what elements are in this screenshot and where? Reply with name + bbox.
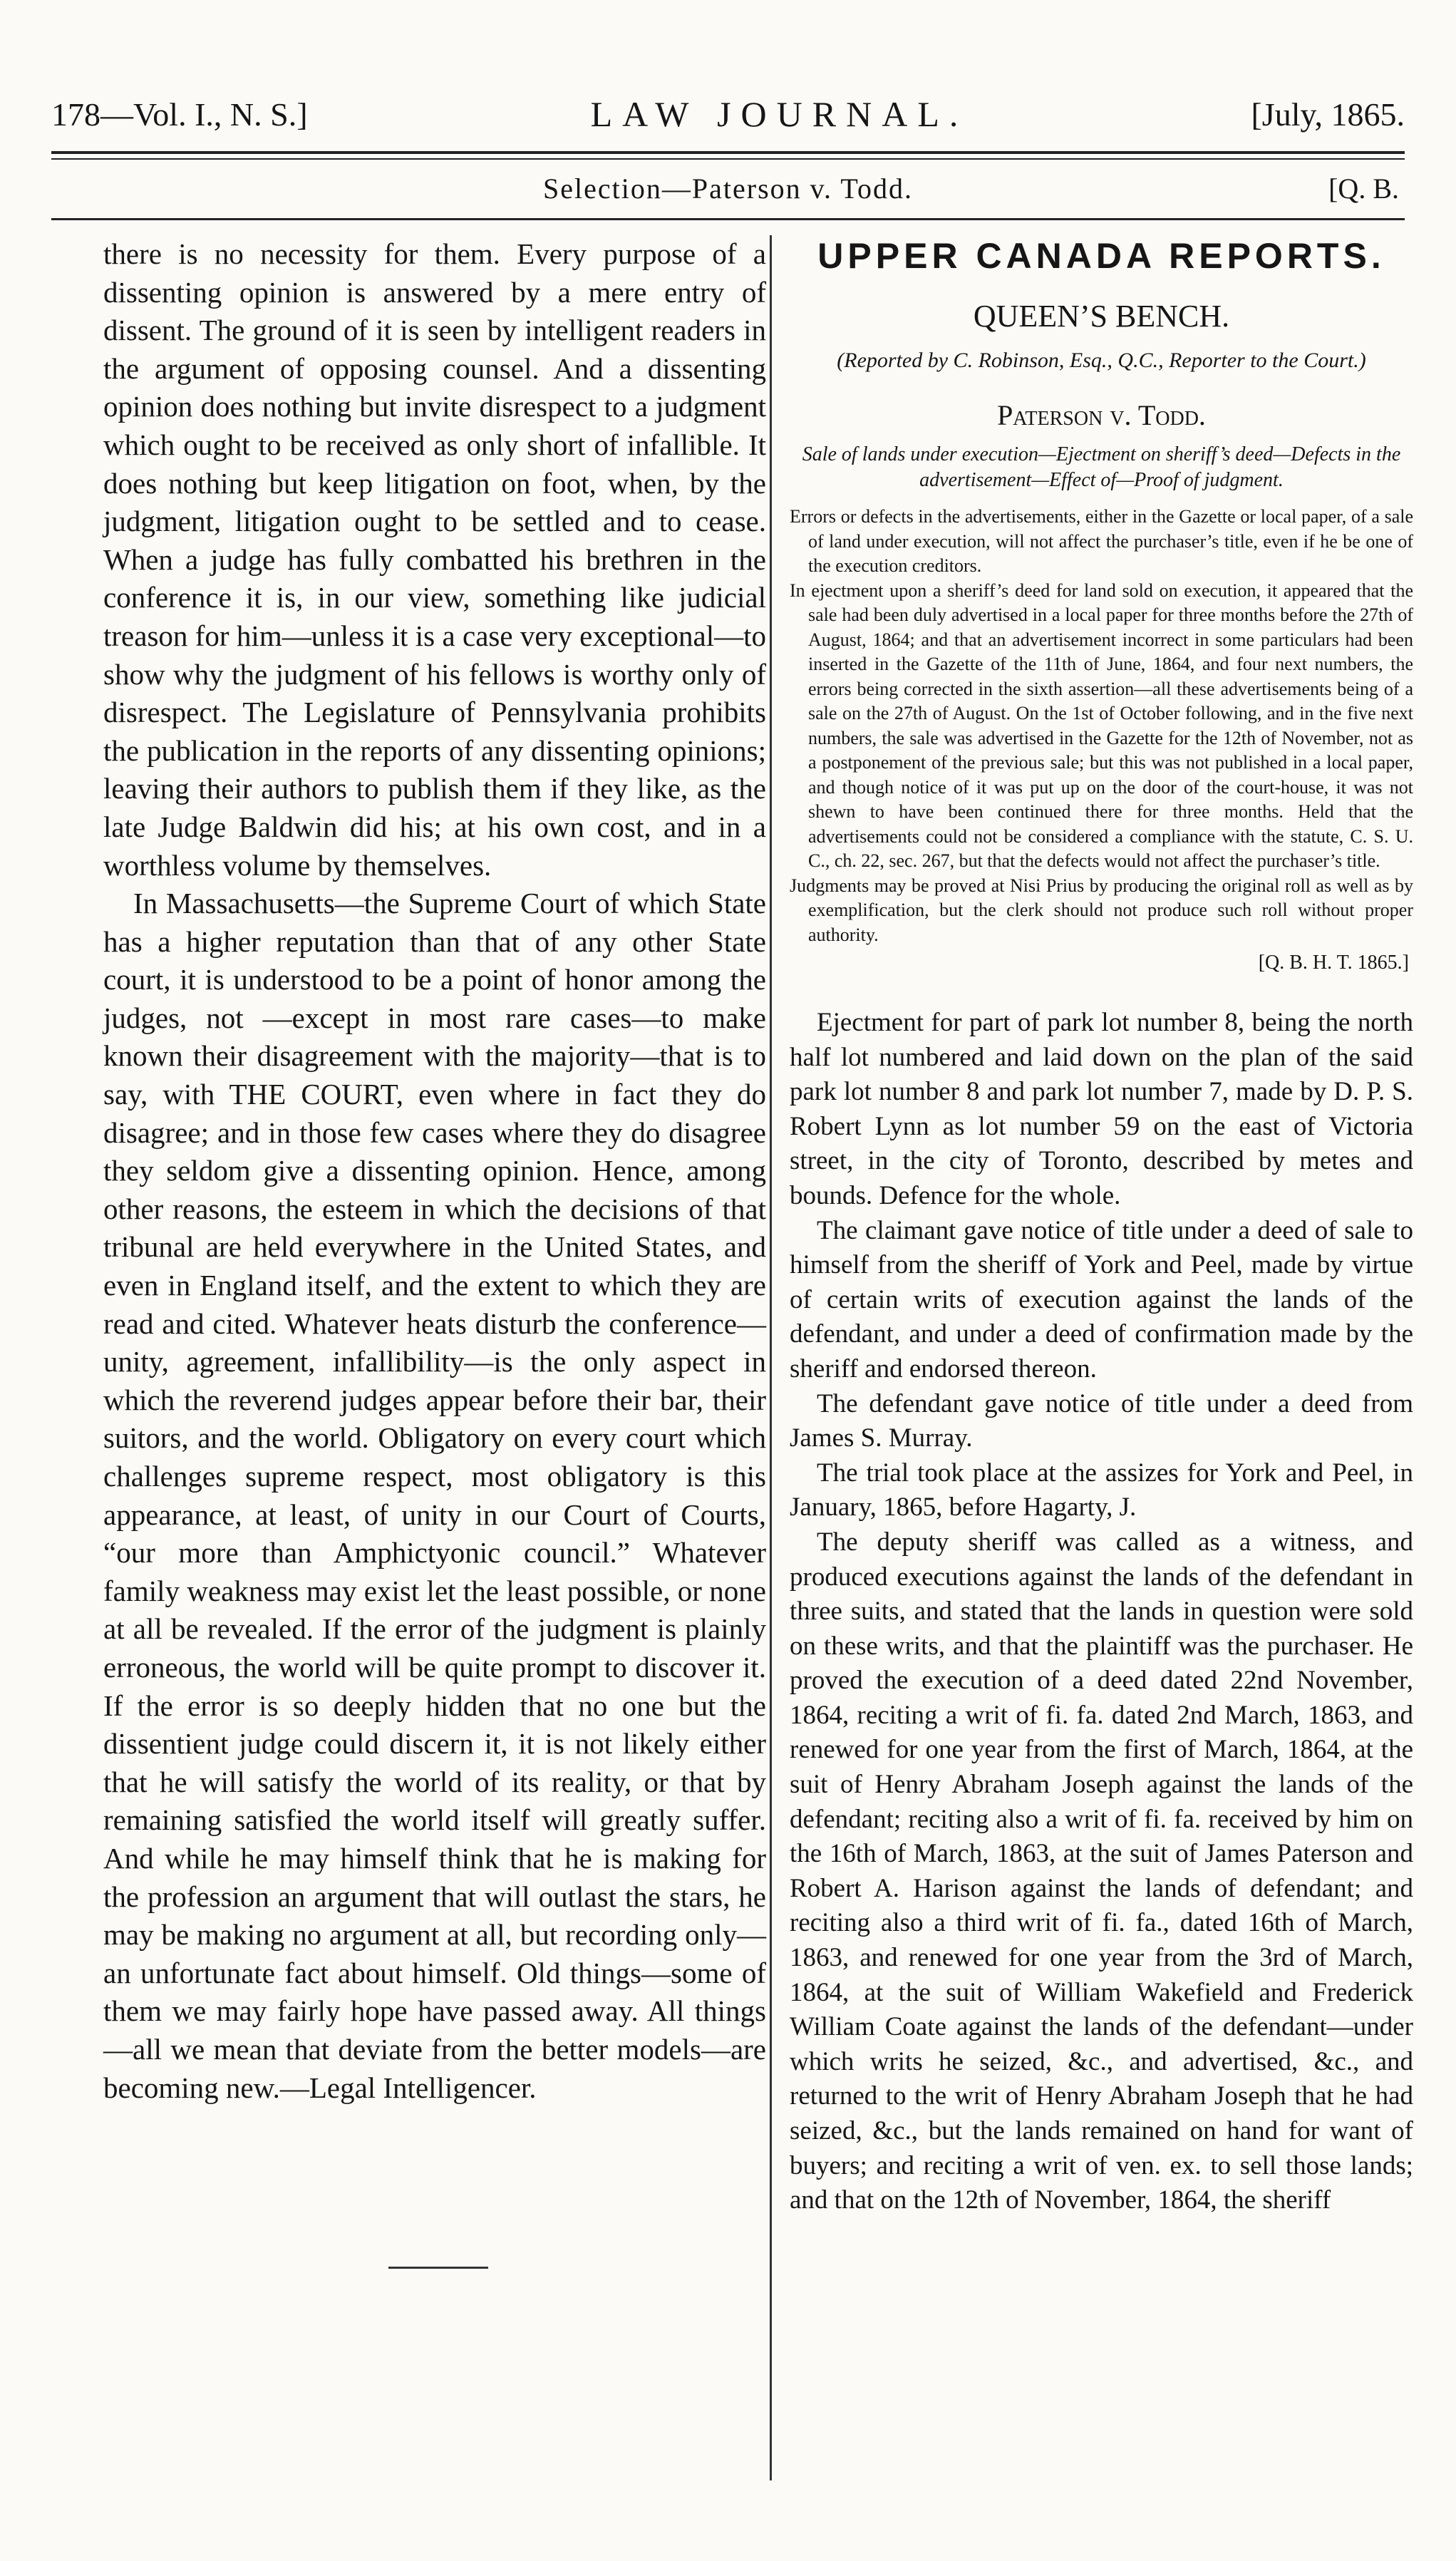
section-title: Selection—Paterson v. Todd.: [543, 172, 913, 205]
subhead-rule: [51, 218, 1405, 220]
court-name: QUEEN’S BENCH.: [973, 299, 1230, 334]
section-subhead: [51, 165, 1405, 211]
court-abbrev: [Q. B.: [1328, 172, 1399, 205]
case-title: Paterson v. Todd.: [997, 399, 1206, 431]
reports-heading: UPPER CANADA REPORTS.: [817, 236, 1385, 276]
running-head: [51, 86, 1405, 143]
case-body: [790, 1006, 1413, 2218]
article-end-rule: [388, 2267, 488, 2269]
page-volume: 178—Vol. I., N. S.]: [51, 96, 308, 133]
issue-date: [July, 1865.: [1251, 96, 1405, 133]
case-paragraph: The defendant gave notice of title under a deed from James S. Murray.: [790, 1388, 1413, 1453]
right-column: [790, 235, 1413, 2218]
case-paragraph: The trial took place at the assizes for York and Peel, in January, 1865, before Hagarty, J.: [790, 1458, 1413, 1522]
headnote-held: [790, 505, 1413, 947]
header-rule-thin: [51, 158, 1405, 160]
header-rule: [51, 151, 1405, 154]
reporter-line: (Reported by C. Robinson, Esq., Q.C., Reporter to the Court.): [837, 349, 1366, 372]
journal-title: LAW JOURNAL.: [590, 94, 969, 134]
case-paragraph: Ejectment for part of park lot number 8, being the north half lot numbered and laid down on the plan of the said park lot number 8 and park lot number 7, made by D. P. S. Robert Lynn as lot number 59 on the east of Victoria street, in the city of Toronto, described by metes and bounds. Defence for the whole.: [790, 1008, 1413, 1210]
held-item: Judgments may be proved at Nisi Prius by producing the original roll as well as by exemplification, but the clerk should not produce such roll without proper authority.: [790, 875, 1413, 945]
case-paragraph: The claimant gave notice of title under a deed of sale to himself from the sheriff of York and Peel, made by virtue of certain writs of execution against the lands of the defendant, and under a deed of confirmation made by the sheriff and endorsed thereon.: [790, 1215, 1413, 1383]
left-column: [103, 235, 766, 2107]
case-paragraph: The deputy sheriff was called as a witness, and produced executions against the lands of the defendant in three suits, and stated that the lands in question were sold on these writs, and that the plaintiff was the purchaser. He proved the execution of a deed dated 22nd November, 1864, reciting a writ of fi. fa. dated 2nd March, 1863, and renewed for one year from the first of March, 1864, at the suit of Henry Abraham Joseph against the lands of the defendant; reciting also a writ of fi. fa. received by him on the 16th of March, 1863, at the suit of James Paterson and Robert A. Harison against the lands of defendant; and reciting also a third writ of fi. fa., dated 16th of March, 1863, and renewed for one year from the 3rd of March, 1864, at the suit of William Wakefield and Frederick William Coate against the lands of the defendant—under which writs he seized, &c., and advertised, &c., and returned to the writ of Henry Abraham Joseph that he had seized, &c., but the lands remained on hand for want of buyers; and reciting a writ of ven. ex. to sell those lands; and that on the 12th of November, 1864, the sheriff: [790, 1527, 1413, 2215]
held-item: Errors or defects in the advertisements, either in the Gazette or local paper, of a sale of land under execution, will not affect the purchaser’s title, even if he be one of the execution creditors.: [790, 506, 1413, 576]
held-item: In ejectment upon a sheriff’s deed for land sold on execution, it appeared that the sale had been duly advertised in a local paper for three months before the 27th of August, 1864; and that an advertisement incorrect in some particulars had been inserted in the Gazette of the 11th of June, 1864, and four next numbers, the errors being corrected in the sixth assertion—all these advertisements being of a sale on the 27th of August. On the 1st of October following, and in the five next numbers, the sale was advertised in the Gazette for the 12th of November, not as a postponement of the previous sale; but this was not published in a local paper, and though notice of it was put up on the door of the court-house, it was not shewn to have been continued there for three months. Held that the advertisements could not be considered a compliance with the statute, C. S. U. C., ch. 22, sec. 267, but that the defects would not affect the purchaser’s title.: [790, 579, 1413, 871]
term-citation: [Q. B. H. T. 1865.]: [1258, 952, 1409, 974]
column-divider: [770, 235, 772, 2480]
headnote-caption: Sale of lands under execution—Ejectment on sheriff’s deed—Defects in the advertisement—Effect of—Proof of judgment.: [802, 443, 1401, 491]
article-paragraph: In Massachusetts—the Supreme Court of which State has a higher reputation than that of any other State court, it is understood to be a point of honor among the judges, not —except in most rare cases—to make known their disagreement with the majority—that is to say, with THE COURT, even where in fact they do disagree; and in those few cases where they do disagree they seldom give a dissenting opinion. Hence, among other reasons, the esteem in which the decisions of that tribunal are held everywhere in the United States, and even in England itself, and the extent to which they are read and cited. Whatever heats disturb the conference—unity, agreement, infallibility—is the only aspect in which the reverend judges appear before their bar, their suitors, and the world. Obligatory on every court which challenges supreme respect, most obligatory is this appearance, at least, of unity in our Court of Courts, “our more than Amphictyonic council.” Whatever family weakness may exist let the least possible, or none at all be revealed. If the error of the judgment is plainly erroneous, the world will be quite prompt to discover it. If the error is so deeply hidden that no one but the dissentient judge could discern it, it is not likely either that he will satisfy the world of its reality, or that by remaining satisfied the world itself will greatly suffer. And while he may himself think that he is making for the profession an argument that will outlast the stars, he may be making no argument at all, but recording only—an unfortunate fact about himself. Old things—some of them we may fairly hope have passed away. All things—all we mean that deviate from the better models—are becoming new.—Legal Intelligencer.: [103, 887, 766, 2104]
article-paragraph: there is no necessity for them. Every purpose of a dissenting opinion is answered by a mere entry of dissent. The ground of it is seen by intelligent readers in the argument of opposing counsel. And a dissenting opinion does nothing but invite disrespect to a judgment which ought to be received as only short of infallible. It does nothing but keep litigation on foot, when, by the judgment, litigation ought to be settled and to cease. When a judge has fully combatted his brethren in the conference it is, in our view, something like judicial treason for him—unless it is a case very exceptional—to show why the judgment of his fellows is worthy only of disrespect. The Legislature of Pennsylvania prohibits the publication in the reports of any dissenting opinions; leaving their authors to publish them if they like, as the late Judge Baldwin did his; at his own cost, and in a worthless volume by themselves.: [103, 237, 766, 882]
